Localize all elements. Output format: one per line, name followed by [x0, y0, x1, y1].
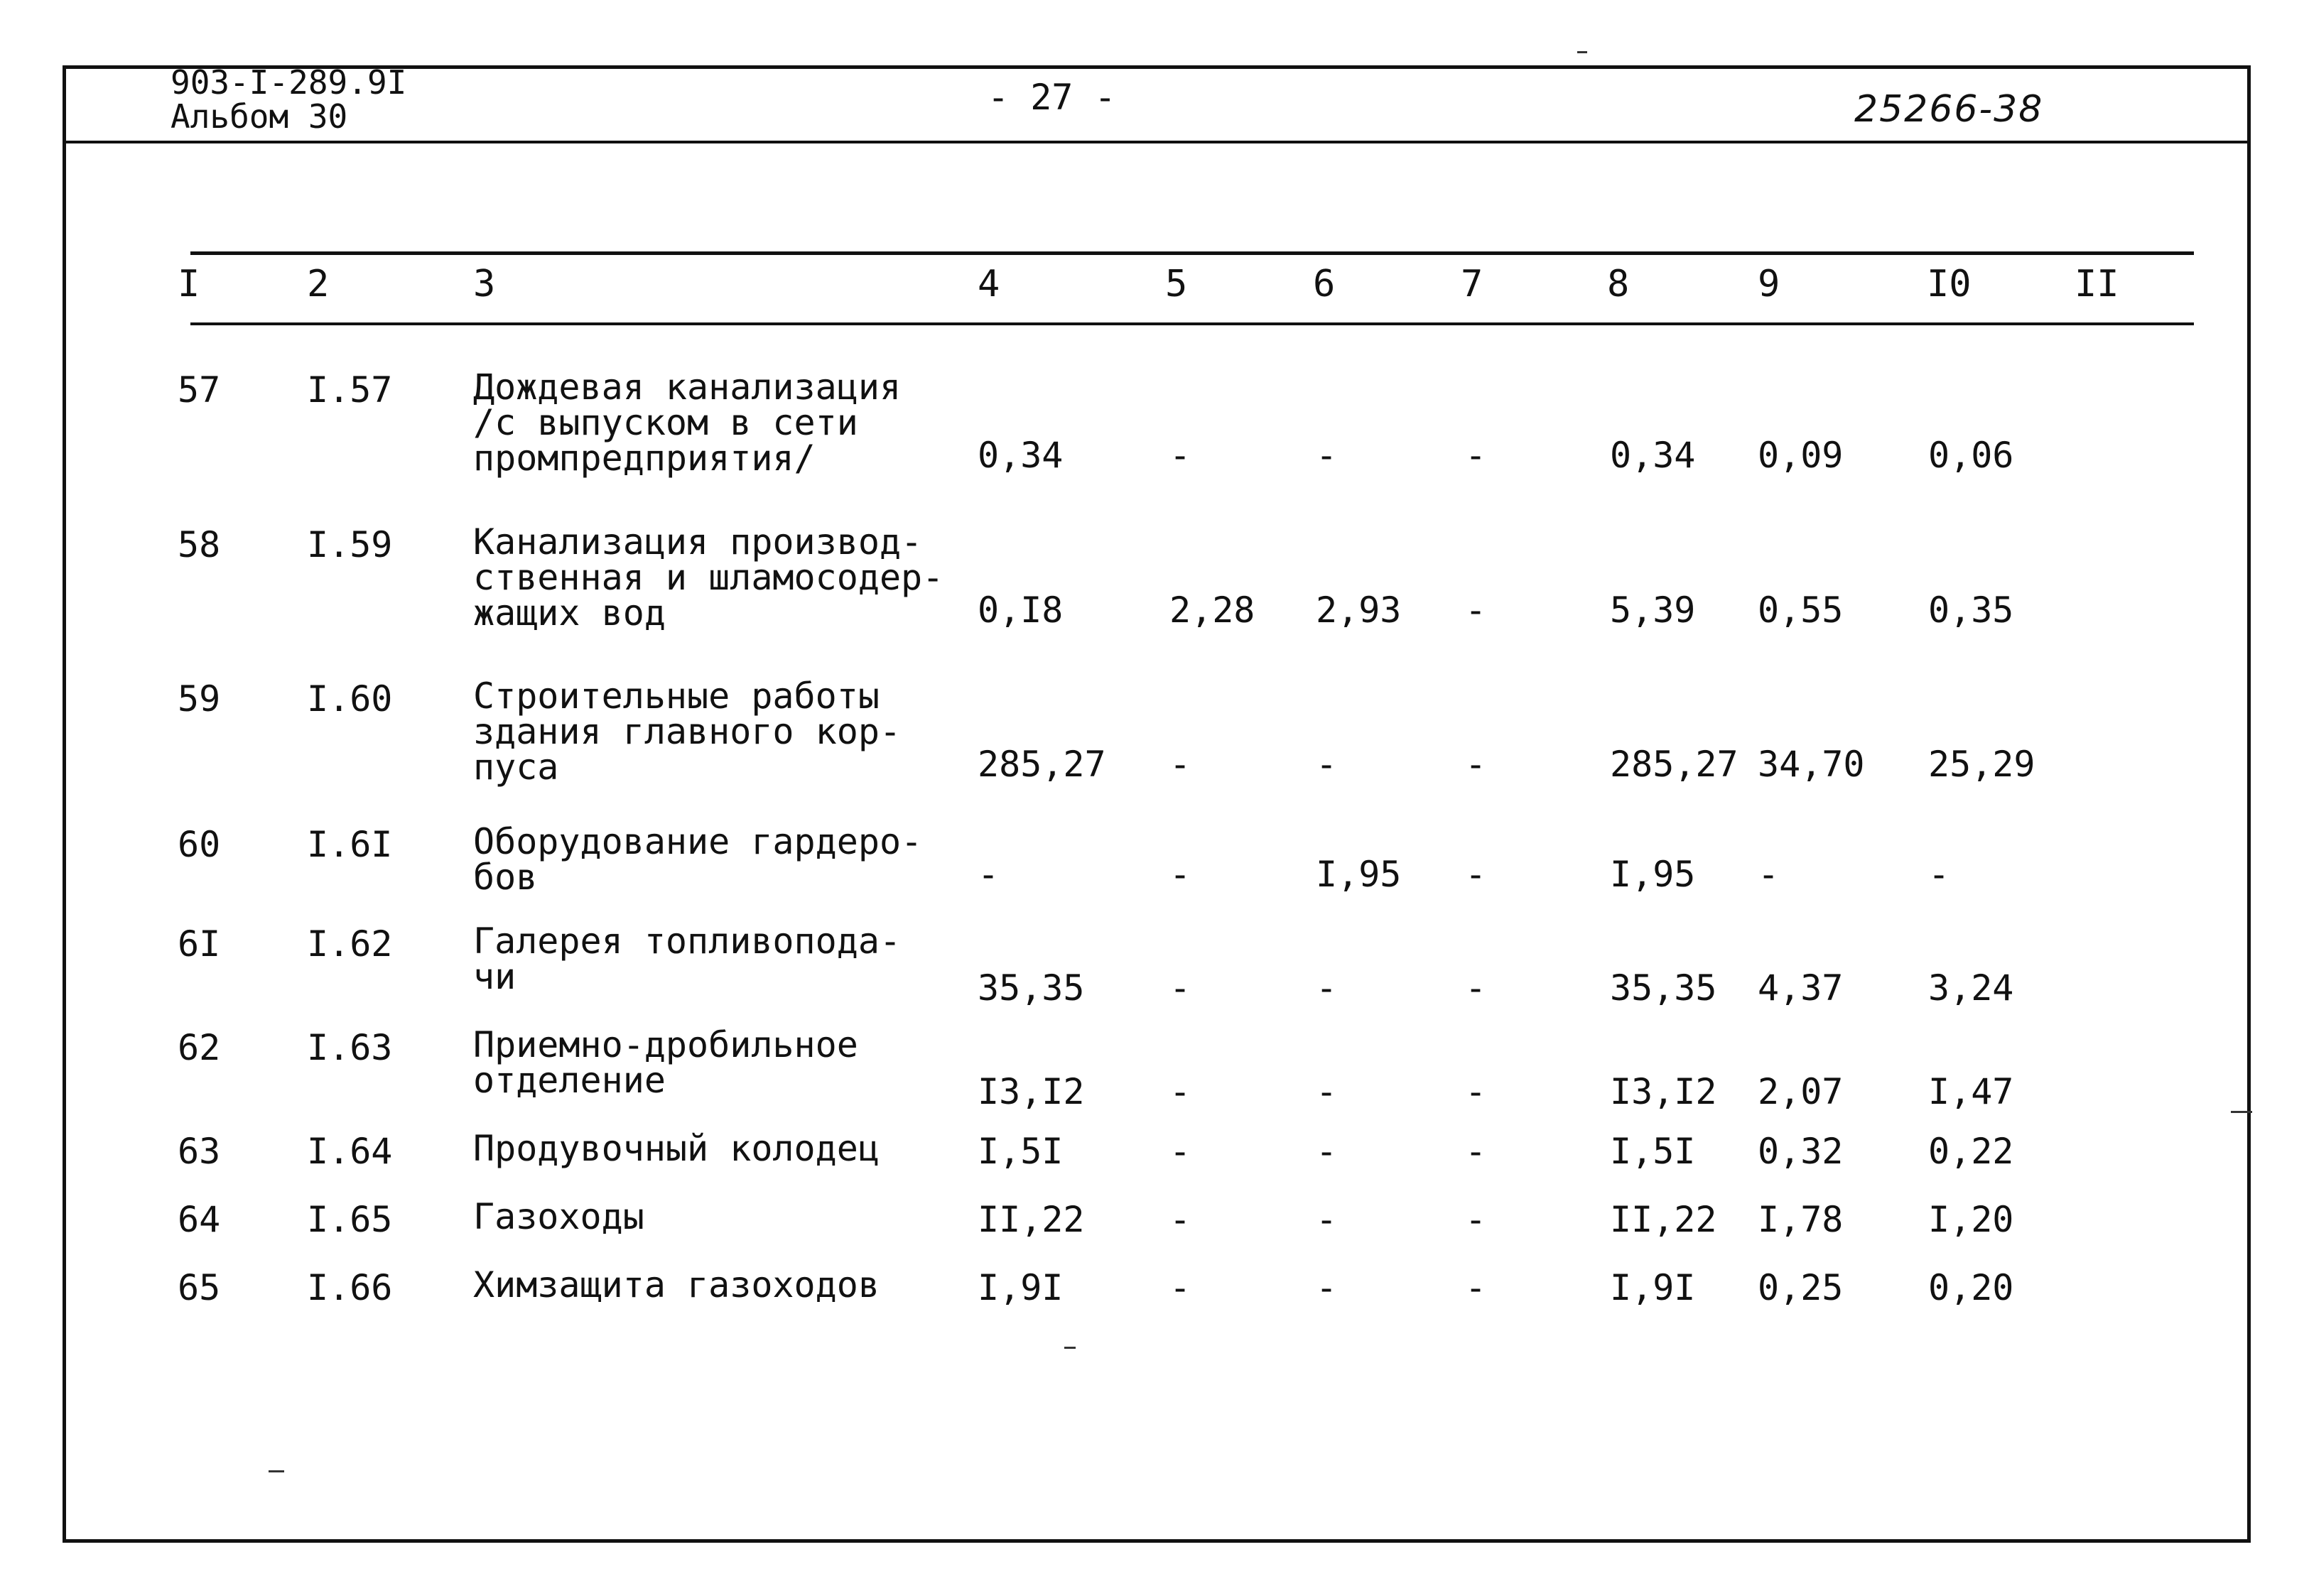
- row-value-c5: -: [1169, 854, 1191, 895]
- col-header-7: 7: [1461, 263, 1483, 305]
- table-header-rule: [190, 322, 2194, 325]
- row-number: 58: [178, 524, 221, 565]
- row-description: Канализация производ- ственная и шламосодер- жащих вод: [473, 521, 944, 634]
- row-value-c6: -: [1316, 1267, 1338, 1308]
- header-rule: [63, 141, 2251, 143]
- row-value-c4: -: [978, 854, 1000, 895]
- row-value-c7: -: [1465, 967, 1487, 1009]
- row-value-c6: -: [1316, 435, 1338, 476]
- row-code: I.65: [307, 1199, 393, 1240]
- scan-speck: [1064, 1347, 1076, 1349]
- row-value-c5: -: [1169, 1267, 1191, 1308]
- scan-speck: [2231, 1111, 2252, 1113]
- row-value-c6: -: [1316, 967, 1338, 1009]
- row-value-c9: 34,70: [1758, 744, 1865, 785]
- row-number: 63: [178, 1131, 221, 1172]
- row-value-c8: I,5I: [1610, 1131, 1696, 1172]
- row-code: I.62: [307, 923, 393, 965]
- row-code: I.63: [307, 1027, 393, 1068]
- row-number: 60: [178, 824, 221, 865]
- row-value-c10: 0,06: [1928, 435, 2014, 476]
- row-value-c6: I,95: [1316, 854, 1402, 895]
- row-value-c5: -: [1169, 1199, 1191, 1240]
- row-value-c9: 0,32: [1758, 1131, 1844, 1172]
- row-value-c7: -: [1465, 1131, 1487, 1172]
- row-value-c6: -: [1316, 744, 1338, 785]
- row-code: I.60: [307, 678, 393, 720]
- row-value-c10: 0,20: [1928, 1267, 2014, 1308]
- row-description: Галерея топливопода- чи: [473, 921, 902, 997]
- row-value-c10: 0,35: [1928, 590, 2014, 631]
- row-value-c10: I,47: [1928, 1071, 2014, 1112]
- row-value-c10: I,20: [1928, 1199, 2014, 1240]
- row-value-c8: I,9I: [1610, 1267, 1696, 1308]
- row-number: 57: [178, 369, 221, 411]
- row-value-c7: -: [1465, 1071, 1487, 1112]
- row-value-c5: 2,28: [1169, 590, 1255, 631]
- row-number: 6I: [178, 923, 221, 965]
- row-value-c9: -: [1758, 854, 1780, 895]
- row-value-c8: 35,35: [1610, 967, 1717, 1009]
- row-value-c9: 0,09: [1758, 435, 1844, 476]
- row-value-c8: I,95: [1610, 854, 1696, 895]
- row-value-c9: 4,37: [1758, 967, 1844, 1009]
- row-value-c5: -: [1169, 435, 1191, 476]
- col-header-6: 6: [1313, 263, 1336, 305]
- sheet-number: 25266-38: [1854, 88, 2044, 131]
- row-value-c9: 0,25: [1758, 1267, 1844, 1308]
- row-number: 62: [178, 1027, 221, 1068]
- row-description: Приемно-дробильное отделение: [473, 1024, 858, 1101]
- row-value-c10: -: [1928, 854, 1950, 895]
- row-number: 65: [178, 1267, 221, 1308]
- col-header-5: 5: [1165, 263, 1188, 305]
- row-value-c4: 285,27: [978, 744, 1106, 785]
- album-label: Альбом 30: [171, 97, 348, 136]
- row-value-c5: -: [1169, 1071, 1191, 1112]
- row-value-c4: I,9I: [978, 1267, 1064, 1308]
- row-value-c8: 0,34: [1610, 435, 1696, 476]
- col-header-9: 9: [1758, 263, 1780, 305]
- col-header-3: 3: [473, 263, 496, 305]
- row-value-c8: 285,27: [1610, 744, 1738, 785]
- row-number: 64: [178, 1199, 221, 1240]
- col-header-1: I: [178, 263, 200, 305]
- row-code: I.64: [307, 1131, 393, 1172]
- row-value-c4: 35,35: [978, 967, 1085, 1009]
- row-value-c4: I3,I2: [978, 1071, 1085, 1112]
- col-header-4: 4: [978, 263, 1000, 305]
- table-top-rule: [190, 251, 2194, 255]
- row-value-c5: -: [1169, 744, 1191, 785]
- page-number: - 27 -: [988, 77, 1116, 118]
- row-description: Строительные работы здания главного кор- пуса: [473, 675, 902, 788]
- row-code: I.6I: [307, 824, 393, 865]
- row-value-c7: -: [1465, 590, 1487, 631]
- row-value-c4: 0,34: [978, 435, 1064, 476]
- doc-code: 903-I-289.9I: [171, 63, 407, 102]
- scan-speck: [1577, 51, 1587, 53]
- row-value-c6: -: [1316, 1071, 1338, 1112]
- row-value-c6: -: [1316, 1131, 1338, 1172]
- row-value-c9: 2,07: [1758, 1071, 1844, 1112]
- row-value-c4: II,22: [978, 1199, 1085, 1240]
- row-value-c8: II,22: [1610, 1199, 1717, 1240]
- col-header-2: 2: [307, 263, 330, 305]
- row-value-c10: 3,24: [1928, 967, 2014, 1009]
- row-description: Газоходы: [473, 1196, 644, 1237]
- col-header-11: II: [2075, 263, 2119, 305]
- row-value-c7: -: [1465, 1267, 1487, 1308]
- row-value-c5: -: [1169, 967, 1191, 1009]
- col-header-8: 8: [1607, 263, 1630, 305]
- row-code: I.59: [307, 524, 393, 565]
- row-value-c6: 2,93: [1316, 590, 1402, 631]
- row-value-c9: I,78: [1758, 1199, 1844, 1240]
- row-value-c7: -: [1465, 1199, 1487, 1240]
- row-description: Оборудование гардеро- бов: [473, 821, 923, 898]
- col-header-10: I0: [1927, 263, 1972, 305]
- row-code: I.66: [307, 1267, 393, 1308]
- row-value-c6: -: [1316, 1199, 1338, 1240]
- scan-speck: [269, 1470, 284, 1472]
- row-value-c7: -: [1465, 744, 1487, 785]
- row-value-c7: -: [1465, 854, 1487, 895]
- page-frame: [63, 65, 2251, 1543]
- row-code: I.57: [307, 369, 393, 411]
- row-value-c4: 0,I8: [978, 590, 1064, 631]
- row-value-c10: 25,29: [1928, 744, 2035, 785]
- row-value-c7: -: [1465, 435, 1487, 476]
- row-value-c5: -: [1169, 1131, 1191, 1172]
- row-value-c8: 5,39: [1610, 590, 1696, 631]
- row-value-c4: I,5I: [978, 1131, 1064, 1172]
- row-description: Дождевая канализация /с выпуском в сети промпредприятия/: [473, 367, 902, 479]
- row-value-c10: 0,22: [1928, 1131, 2014, 1172]
- doc-identifier: [171, 65, 406, 134]
- row-value-c8: I3,I2: [1610, 1071, 1717, 1112]
- row-description: Химзащита газоходов: [473, 1264, 880, 1305]
- row-number: 59: [178, 678, 221, 720]
- row-value-c9: 0,55: [1758, 590, 1844, 631]
- row-description: Продувочный колодец: [473, 1128, 880, 1169]
